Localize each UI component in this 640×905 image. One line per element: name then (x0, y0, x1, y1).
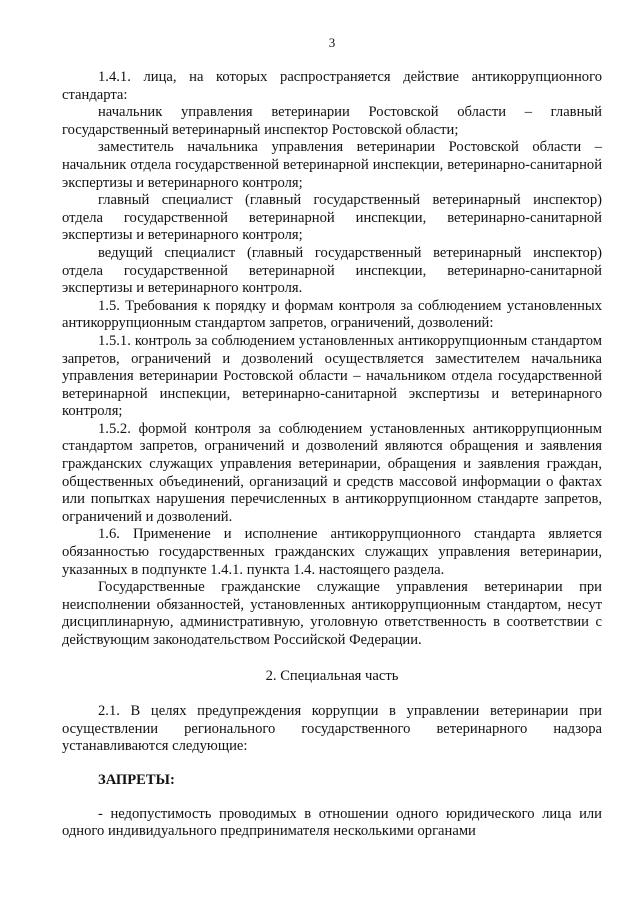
paragraph-1-5-2: 1.5.2. формой контроля за соблюдением установленных антикоррупционным стандартом запретов, ограничений и дозволений являются обращения и заявления гражданских служащих управления ветеринарии, обращения и заявления граждан, общественных объединений, организаций и средств массовой информации о фактах или попытках нарушения перечисленных в антикоррупционном стандарте запретов, ограничений и дозволений. (62, 420, 602, 525)
paragraph-responsibility: Государственные гражданские служащие управления ветеринарии при неисполнении обязанностей, установленных антикоррупционным стандартом, несут дисциплинарную, административную, уголовную ответственность в соответствии с действующим законодательством Российской Федерации. (62, 579, 602, 648)
paragraph-1-4-1: 1.4.1. лица, на которых распространяется действие антикоррупционного стандарта: (62, 69, 602, 103)
document-body (62, 69, 602, 841)
paragraph-1-5: 1.5. Требования к порядку и формам контроля за соблюдением установленных антикоррупционным стандартом запретов, ограничений, дозволений: (62, 297, 602, 332)
paragraph-chief-specialist: главный специалист (главный государственный ветеринарный инспектор) отдела государственной ветеринарной инспекции, ветеринарно-санитарной экспертизы и ветеринарного контроля; (62, 192, 602, 244)
zaprety-heading: ЗАПРЕТЫ: (98, 771, 175, 788)
page-number: 3 (328, 35, 336, 50)
paragraph-2-1: 2.1. В целях предупреждения коррупции в управлении ветеринарии при осуществлении регионального государственного ветеринарного надзора устанавливаются следующие: (62, 703, 602, 755)
paragraph-1-5-1: 1.5.1. контроль за соблюдением установленных антикоррупционным стандартом запретов, ограничений и дозволений осуществляется заместителем начальника управления ветеринарии Ростовской области – начальником отдела государственной ветеринарной инспекции, ветеринарно-санитарной экспертизы и ветеринарного контроля; (62, 332, 602, 420)
paragraph-1-6: 1.6. Применение и исполнение антикоррупционного стандарта является обязанностью государственных гражданских служащих управления ветеринарии, указанных в подпункте 1.4.1. пункта 1.4. настоящего раздела. (62, 526, 602, 578)
paragraph-deputy: заместитель начальника управления ветеринарии Ростовской области – начальник отдела государственной ветеринарной инспекции, ветеринарно-санитарной экспертизы и ветеринарного контроля; (62, 139, 602, 191)
paragraph-head: начальник управления ветеринарии Ростовской области – главный государственный ветеринарный инспектор Ростовской области; (62, 104, 602, 138)
section-title: 2. Специальная часть (265, 667, 399, 684)
paragraph-prohibition-1: - недопустимость проводимых в отношении одного юридического лица или одного индивидуального предпринимателя несколькими органами (62, 805, 602, 840)
paragraph-leading-specialist: ведущий специалист (главный государственный ветеринарный инспектор) отдела государственной ветеринарной инспекции, ветеринарно-санитарной экспертизы и ветеринарного контроля. (62, 244, 602, 297)
